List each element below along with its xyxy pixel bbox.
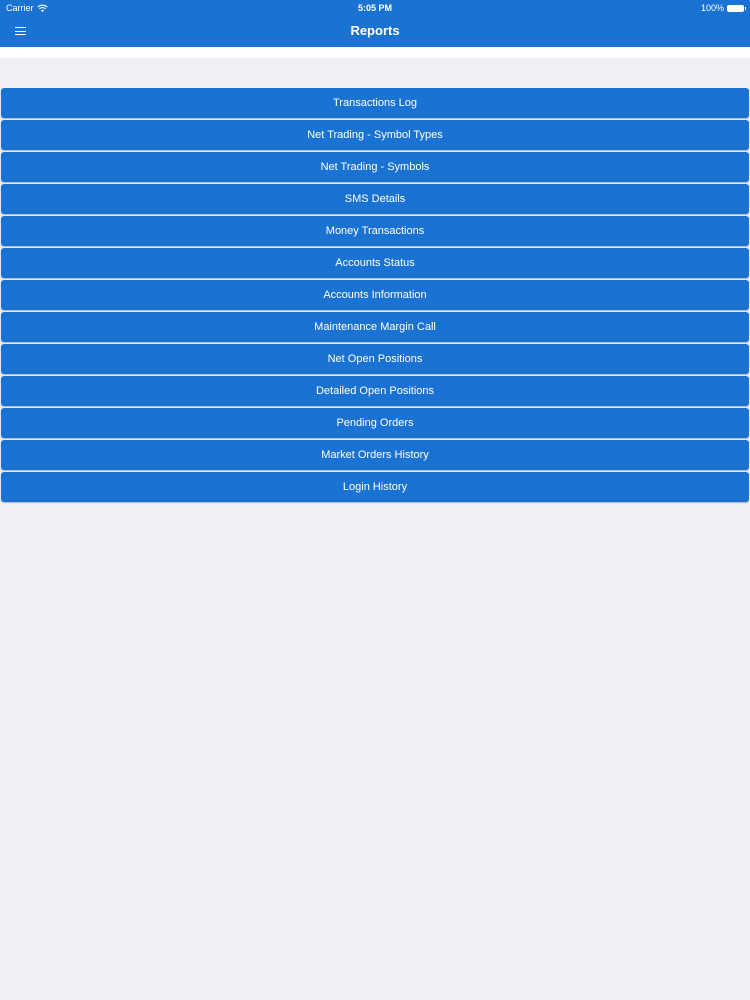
report-button-transactions-log[interactable]: Transactions Log — [1, 88, 749, 118]
report-button-login-history[interactable]: Login History — [1, 472, 749, 502]
report-button-net-open-positions[interactable]: Net Open Positions — [1, 344, 749, 374]
report-button-maintenance-margin-call[interactable]: Maintenance Margin Call — [1, 312, 749, 342]
report-list — [1, 88, 749, 502]
report-button-pending-orders[interactable]: Pending Orders — [1, 408, 749, 438]
status-battery — [701, 3, 744, 13]
report-button-net-trading-symbol-types[interactable]: Net Trading - Symbol Types — [1, 120, 749, 150]
nav-bar — [0, 16, 750, 47]
header-divider — [0, 47, 750, 58]
report-button-net-trading-symbols[interactable]: Net Trading - Symbols — [1, 152, 749, 182]
report-button-detailed-open-positions[interactable]: Detailed Open Positions — [1, 376, 749, 406]
page-title: Reports — [350, 23, 400, 38]
status-time: 5:05 PM — [357, 3, 392, 13]
report-button-sms-details[interactable]: SMS Details — [1, 184, 749, 214]
battery-icon — [727, 5, 744, 12]
report-button-market-orders-history[interactable]: Market Orders History — [1, 440, 749, 470]
report-button-money-transactions[interactable]: Money Transactions — [1, 216, 749, 246]
report-button-accounts-information[interactable]: Accounts Information — [1, 280, 749, 310]
status-bar — [0, 0, 750, 16]
carrier-label: Carrier — [6, 3, 34, 13]
report-button-accounts-status[interactable]: Accounts Status — [1, 248, 749, 278]
battery-percent: 100% — [700, 3, 724, 13]
